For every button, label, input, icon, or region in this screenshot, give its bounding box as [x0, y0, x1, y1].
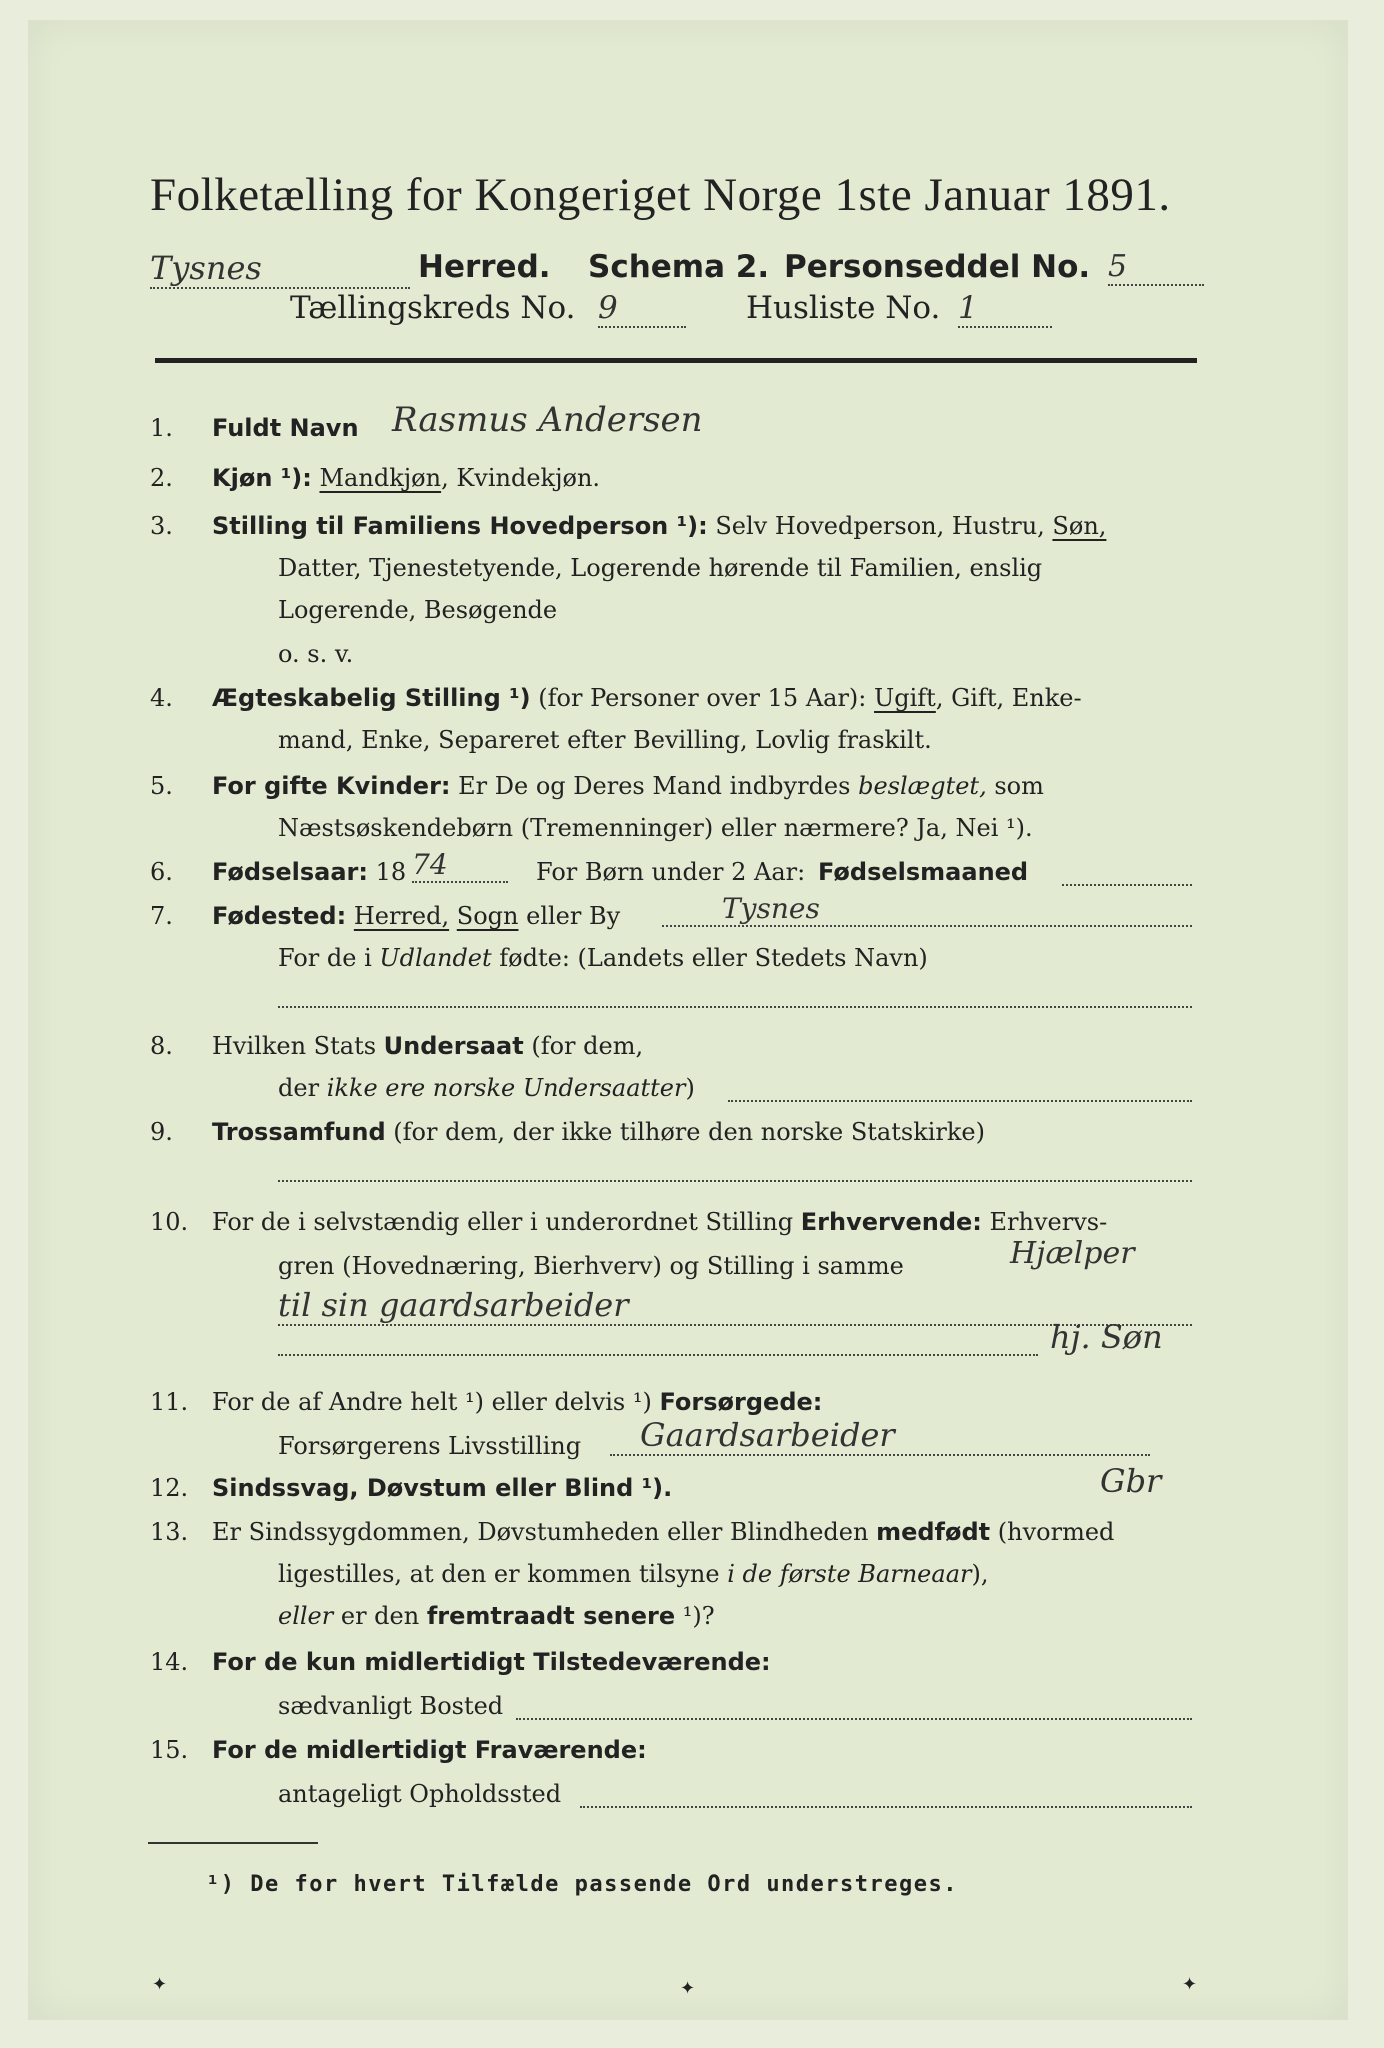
footnote-divider	[148, 1842, 318, 1844]
item-4-text: (for Personer over 15 Aar):	[538, 684, 867, 712]
header-line-taellingskreds	[290, 290, 1090, 330]
item-13-line-3b: er den	[340, 1602, 420, 1630]
item-4-option-ugift: Ugift	[874, 684, 936, 712]
husliste-value: 1	[958, 290, 1052, 328]
item-13-text-2: (hvormed	[997, 1518, 1115, 1546]
item-3-text: Selv Hovedperson, Hustru,	[715, 512, 1045, 540]
item-13-line-2c: ),	[971, 1560, 989, 1588]
item-7-option-herred: Herred,	[353, 902, 450, 930]
item-13-line-3c: fremtraadt senere	[426, 1602, 676, 1630]
item-7-label: Fødested:	[212, 902, 347, 930]
item-9	[150, 1110, 985, 1154]
item-7-udlandet: Udlandet	[379, 944, 492, 972]
item-8-text: Hvilken Stats	[212, 1032, 377, 1060]
item-15-label: For de midlertidigt Fraværende:	[212, 1736, 647, 1764]
item-14-number: 14.	[150, 1648, 189, 1676]
schema-label: Schema 2.	[588, 249, 770, 285]
item-7-fill-line	[278, 1004, 1192, 1008]
item-10-line-2: gren (Hovednæring, Bierhverv) og Stilling i samme	[278, 1252, 904, 1280]
item-15	[150, 1728, 647, 1772]
item-14	[150, 1640, 771, 1684]
item-10-text: For de i selvstændig eller i underordnet Stilling	[212, 1208, 794, 1236]
item-12	[150, 1466, 672, 1510]
corner-mark-left: ✦	[152, 1974, 168, 1995]
item-2-option-mandkjon: Mandkjøn	[319, 464, 442, 492]
item-15-number: 15.	[150, 1736, 189, 1764]
item-1	[150, 406, 359, 450]
item-13-line-3a: eller	[278, 1602, 334, 1630]
herred-value: Tysnes	[150, 249, 410, 289]
item-13-line-2b: i de første Barneaar	[727, 1560, 972, 1588]
item-8-line-2b: ikke ere norske Undersaatter	[326, 1074, 686, 1102]
item-12-label: Sindssvag, Døvstum eller Blind ¹).	[212, 1474, 673, 1502]
item-5-number: 5.	[150, 772, 173, 800]
item-8-line-2c: )	[685, 1074, 695, 1102]
item-8-fill-line	[728, 1098, 1192, 1102]
header-line-herred	[150, 247, 1210, 291]
corner-mark-right: ✦	[1182, 1974, 1198, 1995]
taellingskreds-value: 9	[598, 290, 686, 328]
corner-mark-center: ✦	[680, 1978, 696, 1999]
item-9-fill-line	[278, 1178, 1192, 1182]
item-7	[150, 894, 620, 938]
item-11-label: Forsørgede:	[659, 1388, 823, 1416]
item-11-line-2: Forsørgerens Livsstilling	[278, 1432, 582, 1460]
item-3-line-3: Logerende, Besøgende	[278, 596, 558, 624]
husliste-label: Husliste No.	[746, 290, 941, 326]
item-13	[150, 1510, 1114, 1554]
form-title: Folketælling for Kongeriget Norge 1ste Januar 1891.	[150, 169, 1171, 221]
item-8-number: 8.	[150, 1032, 173, 1060]
item-13-number: 13.	[150, 1518, 189, 1546]
item-2-label: Kjøn ¹):	[212, 464, 312, 492]
item-3-number: 3.	[150, 512, 173, 540]
item-8	[150, 1024, 643, 1068]
item-6	[150, 850, 406, 894]
herred-label: Herred.	[418, 249, 551, 285]
item-10-value-3: hj. Søn	[1050, 1318, 1163, 1356]
item-7-line-2a: For de i	[278, 944, 372, 972]
item-15-fill-line	[580, 1804, 1192, 1808]
item-5-line-2: Næstsøskendebørn (Tremenninger) eller nærmere? Ja, Nei ¹).	[278, 814, 1033, 842]
item-14-line-2: sædvanligt Bosted	[278, 1692, 504, 1720]
taellingskreds-label: Tællingskreds No.	[290, 290, 576, 326]
item-9-number: 9.	[150, 1118, 173, 1146]
footnote: ¹) De for hvert Tilfælde passende Ord understreges.	[206, 1872, 959, 1897]
item-14-fill-line	[516, 1716, 1192, 1720]
item-5-label: For gifte Kvinder:	[212, 772, 451, 800]
item-13-line-3d: ¹)?	[682, 1602, 715, 1630]
item-14-label: For de kun midlertidigt Tilstedeværende:	[212, 1648, 771, 1676]
item-6-label-2: Fødselsmaaned	[818, 858, 1029, 886]
item-11-text: For de af Andre helt ¹) eller delvis ¹)	[212, 1388, 652, 1416]
item-15-line-2: antageligt Opholdssted	[278, 1780, 562, 1808]
item-10-text-2: Erhvervs-	[989, 1208, 1108, 1236]
item-9-label: Trossamfund	[212, 1118, 386, 1146]
item-12-number: 12.	[150, 1474, 189, 1502]
item-1-number: 1.	[150, 414, 173, 442]
item-4	[150, 676, 1082, 720]
item-9-text: (for dem, der ikke tilhøre den norske Statskirke)	[393, 1118, 985, 1146]
item-2-rest: , Kvindekjøn.	[441, 464, 601, 492]
personseddel-value: 5	[1108, 249, 1204, 286]
item-11-value-2: Gbr	[1100, 1462, 1162, 1500]
item-13-label: medfødt	[876, 1518, 991, 1546]
item-13-line-2a: ligestilles, at den er kommen tilsyne	[278, 1560, 720, 1588]
personseddel-label: Personseddel No.	[784, 249, 1091, 285]
item-6-label: Fødselsaar:	[212, 858, 368, 886]
item-13-line-3	[278, 1594, 715, 1638]
item-7-rest: eller By	[526, 902, 621, 930]
item-6-number: 6.	[150, 858, 173, 886]
item-8-label: Undersaat	[383, 1032, 524, 1060]
item-6-year-prefix: 18	[375, 858, 407, 886]
item-5-som: som	[994, 772, 1044, 800]
item-11-number: 11.	[150, 1388, 189, 1416]
item-2-number: 2.	[150, 464, 173, 492]
item-5-text: Er De og Deres Mand indbyrdes	[458, 772, 851, 800]
item-4-rest: , Gift, Enke-	[935, 684, 1082, 712]
item-10-value-2: til sin gaardsarbeider	[278, 1286, 1192, 1326]
item-13-line-2	[278, 1552, 988, 1596]
header-divider	[155, 358, 1197, 363]
item-5	[150, 764, 1044, 808]
item-10-number: 10.	[150, 1208, 189, 1236]
item-11-value: Gaardsarbeider	[610, 1416, 1150, 1456]
item-7-line-2b: fødte: (Landets eller Stedets Navn)	[499, 944, 928, 972]
item-10-value-1: Hjælper	[1010, 1236, 1135, 1271]
item-6-text: For Børn under 2 Aar:	[536, 858, 806, 886]
item-5-beslaegtet: beslægtet,	[858, 772, 987, 800]
item-7-option-sogn: Sogn	[456, 902, 519, 930]
item-3-option-son: Søn,	[1052, 512, 1107, 540]
item-4-number: 4.	[150, 684, 173, 712]
item-3-line-4: o. s. v.	[278, 640, 354, 668]
item-6-year-value: 74	[412, 848, 508, 883]
item-1-label: Fuldt Navn	[212, 414, 359, 442]
item-8-line-2	[278, 1066, 695, 1110]
item-10	[150, 1200, 1107, 1244]
item-13-text: Er Sindssygdommen, Døvstumheden eller Blindheden	[212, 1518, 869, 1546]
item-8-line-2a: der	[278, 1074, 320, 1102]
item-10-label: Erhvervende:	[800, 1208, 982, 1236]
item-3	[150, 504, 1106, 548]
item-7-number: 7.	[150, 902, 173, 930]
item-10-fill-line	[278, 1352, 1038, 1356]
item-4-line-2: mand, Enke, Separeret efter Bevilling, Lovlig fraskilt.	[278, 726, 932, 754]
item-2	[150, 456, 600, 500]
item-1-value: Rasmus Andersen	[392, 400, 703, 440]
item-6-fill-line	[1062, 882, 1192, 886]
item-3-label: Stilling til Familiens Hovedperson ¹):	[212, 512, 708, 540]
item-7-line-2	[278, 936, 928, 980]
item-3-line-2: Datter, Tjenestetyende, Logerende hørende til Familien, enslig	[278, 554, 1043, 582]
item-4-label: Ægteskabelig Stilling ¹)	[212, 684, 531, 712]
item-8-text-2: (for dem,	[531, 1032, 644, 1060]
item-7-value: Tysnes	[662, 892, 1192, 927]
